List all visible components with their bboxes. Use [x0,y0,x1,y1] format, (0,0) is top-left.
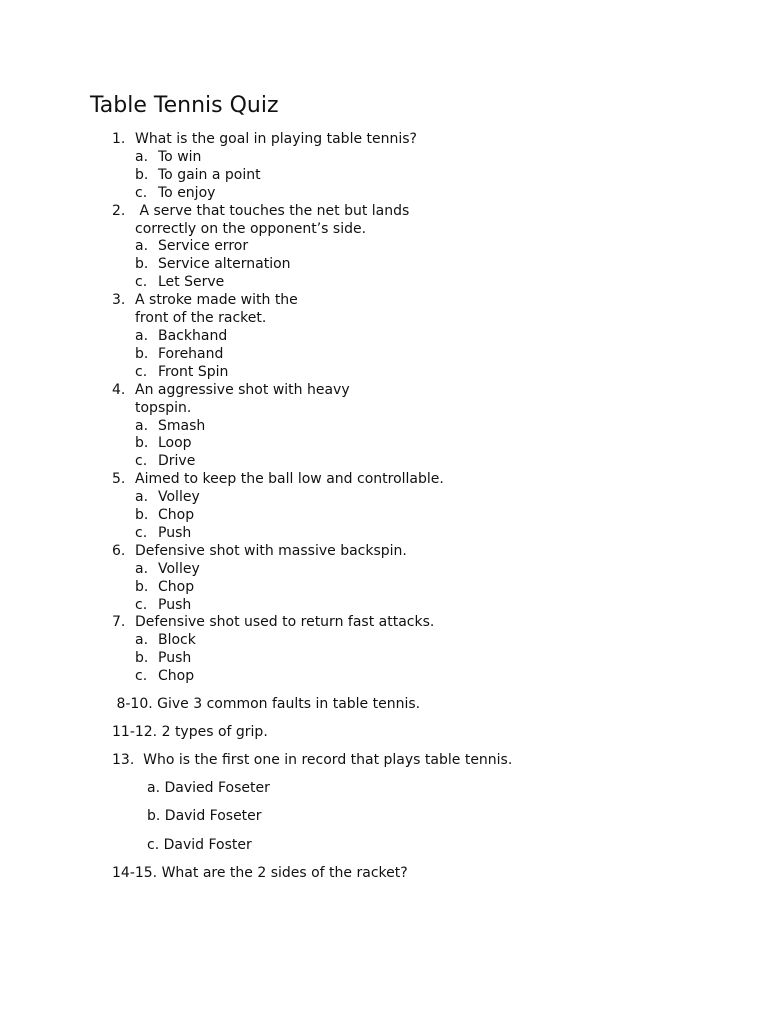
option-letter: c. [135,668,148,685]
option [112,274,455,292]
question-number: 2. [112,202,126,219]
option [112,579,455,597]
question-13-option-b: b. David Foseter [147,808,262,824]
option-letter: a. [135,632,149,649]
option-letter: b. [135,345,149,362]
option-text: Service error [158,238,249,255]
question-number: 3. [112,292,126,309]
question-8-10: 8-10. Give 3 common faults in table tennis. [112,696,421,712]
question-7 [112,614,455,632]
option-letter: b. [135,166,149,183]
option [112,346,455,364]
option-text: To gain a point [158,166,261,183]
question-14-15: 14-15. What are the 2 sides of the racket? [112,865,408,881]
option [112,650,455,668]
option-text: Chop [158,668,195,685]
option-letter: b. [135,650,149,667]
option-letter: a. [135,238,149,255]
option [112,489,455,507]
option-text: Push [158,650,192,667]
option-text: Volley [158,560,200,577]
option [112,149,455,167]
question-13-option-c: c. David Foster [147,837,252,853]
question-13: 13. Who is the first one in record that plays table tennis. [112,752,513,768]
option [112,435,455,453]
option [112,418,455,436]
question-text: Aimed to keep the ball low and controllable. [135,471,444,488]
question-3 [112,292,455,328]
question-11-12: 11-12. 2 types of grip. [112,724,268,740]
question-text: What is the goal in playing table tennis? [135,131,417,147]
option-text: Service alternation [158,256,291,273]
option-letter: c. [135,596,148,613]
option [112,632,455,650]
question-number: 1. [112,131,126,147]
question-13-option-a: a. Davied Foseter [147,780,270,796]
option-letter: b. [135,435,149,452]
option-text: Push [158,524,192,541]
option [112,238,455,256]
question-number: 7. [112,614,126,631]
option-letter: a. [135,148,149,165]
option-text: To win [158,148,202,165]
option [112,668,455,686]
option [112,597,455,615]
option [112,256,455,274]
option-letter: a. [135,327,149,344]
option-text: Loop [158,435,192,452]
option [112,561,455,579]
option-letter: a. [135,489,149,506]
option-letter: a. [135,560,149,577]
option [112,328,455,346]
option-text: Backhand [158,327,228,344]
question-text: Defensive shot with massive backspin. [135,542,407,559]
question-number: 5. [112,471,126,488]
question-2 [112,203,455,239]
option-text: Front Spin [158,363,229,380]
option-text: Block [158,632,196,649]
option-letter: b. [135,256,149,273]
question-1 [112,131,455,149]
option [112,364,455,382]
option-letter: c. [135,184,148,201]
option-text: Forehand [158,345,224,362]
option-text: Let Serve [158,274,225,291]
option-letter: c. [135,524,148,541]
question-6 [112,543,455,561]
option-letter: b. [135,507,149,524]
question-number: 6. [112,542,126,559]
option-text: Chop [158,578,195,595]
question-number: 4. [112,381,126,398]
option-text: Volley [158,489,200,506]
option-letter: c. [135,274,148,291]
option-text: Drive [158,453,196,470]
option [112,525,455,543]
question-text: A serve that touches the net but lands correctly on the opponent’s side. [135,202,414,237]
option-letter: b. [135,578,149,595]
question-text: A stroke made with the front of the racket. [135,292,298,327]
option [112,185,455,203]
question-4 [112,382,455,418]
question-5 [112,471,455,489]
option [112,167,455,185]
option [112,453,455,471]
option-text: Smash [158,417,206,434]
option [112,507,455,525]
question-text: An aggressive shot with heavy topspin. [135,381,350,416]
question-text: Defensive shot used to return fast attacks. [135,614,435,631]
question-list [112,131,455,686]
option-text: Push [158,596,192,613]
option-letter: c. [135,453,148,470]
option-text: Chop [158,507,195,524]
option-letter: c. [135,363,148,380]
option-letter: a. [135,417,149,434]
page-title: Table Tennis Quiz [90,93,279,118]
option-text: To enjoy [158,184,216,201]
